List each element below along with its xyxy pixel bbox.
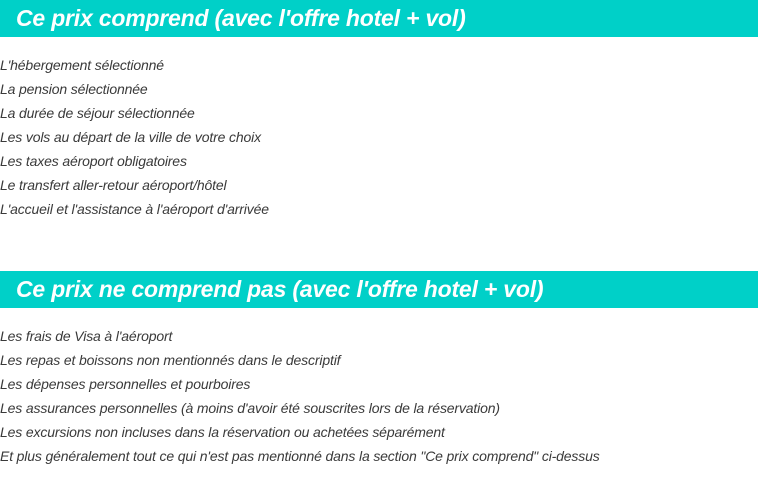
included-item: La durée de séjour sélectionnée xyxy=(0,105,195,121)
excluded-items-list xyxy=(0,324,600,468)
included-section-header xyxy=(0,0,758,37)
excluded-section-header xyxy=(0,271,758,308)
included-item: La pension sélectionnée xyxy=(0,81,148,97)
included-items-list xyxy=(0,53,269,221)
included-item: Les vols au départ de la ville de votre choix xyxy=(0,129,261,145)
included-item: Les taxes aéroport obligatoires xyxy=(0,153,187,169)
included-item: L'accueil et l'assistance à l'aéroport d'arrivée xyxy=(0,201,269,217)
included-section-title: Ce prix comprend (avec l'offre hotel + vol) xyxy=(16,5,466,31)
included-item: L'hébergement sélectionné xyxy=(0,57,164,73)
excluded-section-title: Ce prix ne comprend pas (avec l'offre hotel + vol) xyxy=(16,276,544,302)
excluded-item: Les repas et boissons non mentionnés dans le descriptif xyxy=(0,352,341,368)
excluded-item: Les dépenses personnelles et pourboires xyxy=(0,376,251,392)
excluded-item: Les assurances personnelles (à moins d'avoir été souscrites lors de la réservation) xyxy=(0,400,500,416)
excluded-item: Les excursions non incluses dans la réservation ou achetées séparément xyxy=(0,424,445,440)
included-item: Le transfert aller-retour aéroport/hôtel xyxy=(0,177,227,193)
excluded-item: Et plus généralement tout ce qui n'est pas mentionné dans la section "Ce prix comprend" ci-dessus xyxy=(0,448,600,464)
excluded-item: Les frais de Visa à l'aéroport xyxy=(0,328,173,344)
